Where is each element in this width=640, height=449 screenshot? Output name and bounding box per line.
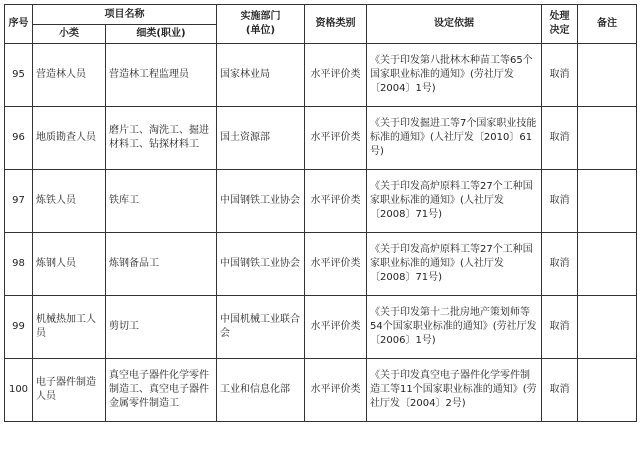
row-qualification: 水平评价类 [305, 233, 367, 296]
row-subcategory: 炼钢人员 [33, 233, 106, 296]
row-number: 100 [5, 359, 33, 422]
row-remarks [578, 107, 637, 170]
header-detail: 细类(职业) [106, 25, 217, 44]
row-department: 国土资源部 [217, 107, 305, 170]
row-number: 95 [5, 44, 33, 107]
row-decision: 取消 [542, 233, 578, 296]
row-subcategory: 地质勘查人员 [33, 107, 106, 170]
row-basis: 《关于印发高炉原料工等27个工种国家职业标准的通知》(人社厅发〔2008〕71号) [367, 170, 542, 233]
row-department: 中国机械工业联合会 [217, 296, 305, 359]
row-department: 中国钢铁工业协会 [217, 233, 305, 296]
row-number: 96 [5, 107, 33, 170]
row-decision: 取消 [542, 296, 578, 359]
header-item-name: 项目名称 [33, 5, 217, 25]
row-qualification: 水平评价类 [305, 170, 367, 233]
row-decision: 取消 [542, 44, 578, 107]
row-basis: 《关于印发掘进工等7个国家职业技能标准的通知》(人社厅发〔2010〕61号) [367, 107, 542, 170]
header-qualification: 资格类别 [305, 5, 367, 44]
table-row [5, 44, 637, 107]
table-row [5, 107, 637, 170]
row-remarks [578, 44, 637, 107]
header-seq: 序号 [5, 5, 33, 44]
row-number: 99 [5, 296, 33, 359]
occupation-table [4, 4, 637, 422]
row-qualification: 水平评价类 [305, 107, 367, 170]
row-detail: 炼钢备品工 [106, 233, 217, 296]
header-remarks: 备注 [578, 5, 637, 44]
row-qualification: 水平评价类 [305, 359, 367, 422]
row-remarks [578, 359, 637, 422]
row-remarks [578, 170, 637, 233]
table-row [5, 296, 637, 359]
row-number: 98 [5, 233, 33, 296]
row-detail: 磨片工、淘洗工、掘进材料工、钻探材料工 [106, 107, 217, 170]
header-decision: 处理决定 [542, 5, 578, 44]
row-qualification: 水平评价类 [305, 44, 367, 107]
row-number: 97 [5, 170, 33, 233]
row-basis: 《关于印发第八批林木种苗工等65个国家职业标准的通知》(劳社厅发〔2004〕1号) [367, 44, 542, 107]
row-department: 工业和信息化部 [217, 359, 305, 422]
row-decision: 取消 [542, 359, 578, 422]
row-department: 国家林业局 [217, 44, 305, 107]
row-decision: 取消 [542, 107, 578, 170]
row-basis: 《关于印发第十二批房地产策划师等54个国家职业标准的通知》(劳社厅发〔2006〕1号) [367, 296, 542, 359]
table-row [5, 233, 637, 296]
row-department: 中国钢铁工业协会 [217, 170, 305, 233]
row-remarks [578, 296, 637, 359]
row-remarks [578, 233, 637, 296]
row-detail: 剪切工 [106, 296, 217, 359]
header-basis: 设定依据 [367, 5, 542, 44]
row-subcategory: 炼铁人员 [33, 170, 106, 233]
header-row [5, 5, 637, 25]
header-department [217, 5, 305, 44]
row-qualification: 水平评价类 [305, 296, 367, 359]
table-row [5, 170, 637, 233]
row-basis: 《关于印发真空电子器件化学零件制造工等11个国家职业标准的通知》(劳社厅发〔2004〕2号) [367, 359, 542, 422]
row-basis: 《关于印发高炉原料工等27个工种国家职业标准的通知》(人社厅发〔2008〕71号) [367, 233, 542, 296]
header-department-unit: (单位) [245, 25, 276, 36]
row-detail: 铁库工 [106, 170, 217, 233]
row-detail: 营造林工程监理员 [106, 44, 217, 107]
row-detail: 真空电子器件化学零件制造工、真空电子器件金属零件制造工 [106, 359, 217, 422]
row-subcategory: 电子器件制造人员 [33, 359, 106, 422]
table-row [5, 359, 637, 422]
header-subcategory: 小类 [33, 25, 106, 44]
row-decision: 取消 [542, 170, 578, 233]
row-subcategory: 机械热加工人员 [33, 296, 106, 359]
row-subcategory: 营造林人员 [33, 44, 106, 107]
header-department-label: 实施部门 [240, 11, 281, 22]
